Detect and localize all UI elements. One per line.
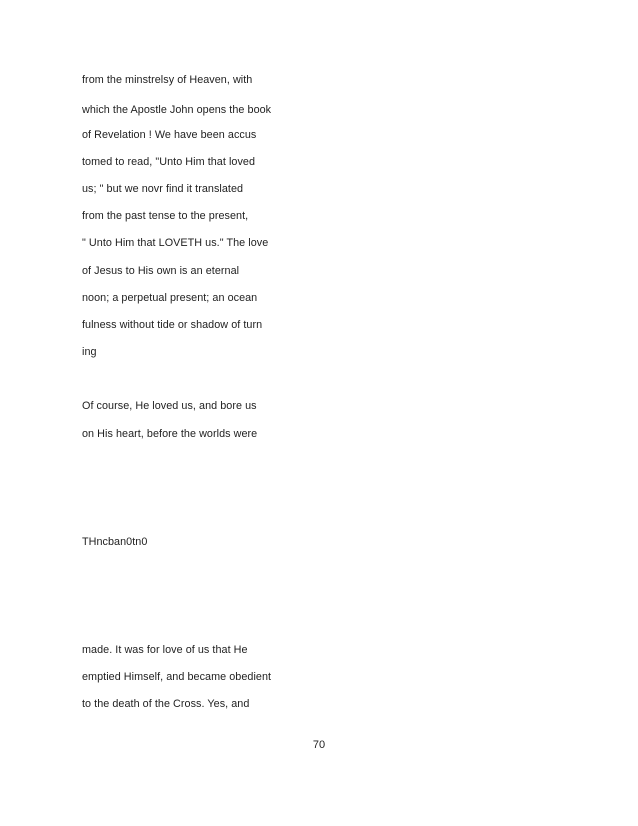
text-line: emptied Himself, and became obedient	[82, 671, 272, 683]
text-line: tomed to read, "Unto Him that loved	[82, 156, 256, 168]
text-line: fulness without tide or shadow of turn	[82, 319, 263, 331]
text-line: to the death of the Cross. Yes, and	[82, 698, 250, 710]
text-line: from the minstrelsy of Heaven, with	[82, 74, 253, 86]
text-line: on His heart, before the worlds were	[82, 428, 258, 440]
text-line: from the past tense to the present,	[82, 210, 249, 222]
text-line: of Revelation ! We have been accus	[82, 129, 257, 141]
text-line: made. It was for love of us that He	[82, 644, 248, 656]
text-line: noon; a perpetual present; an ocean	[82, 292, 258, 304]
text-line: ing	[82, 346, 97, 358]
page-number: 70	[312, 739, 326, 751]
text-line: which the Apostle John opens the book	[82, 104, 272, 116]
text-line: " Unto Him that LOVETH us." The love	[82, 237, 269, 249]
text-line: Of course, He loved us, and bore us	[82, 400, 257, 412]
stray-text: THncban0tn0	[82, 536, 148, 548]
text-line: us; " but we novr find it translated	[82, 183, 244, 195]
text-line: of Jesus to His own is an eternal	[82, 265, 240, 277]
